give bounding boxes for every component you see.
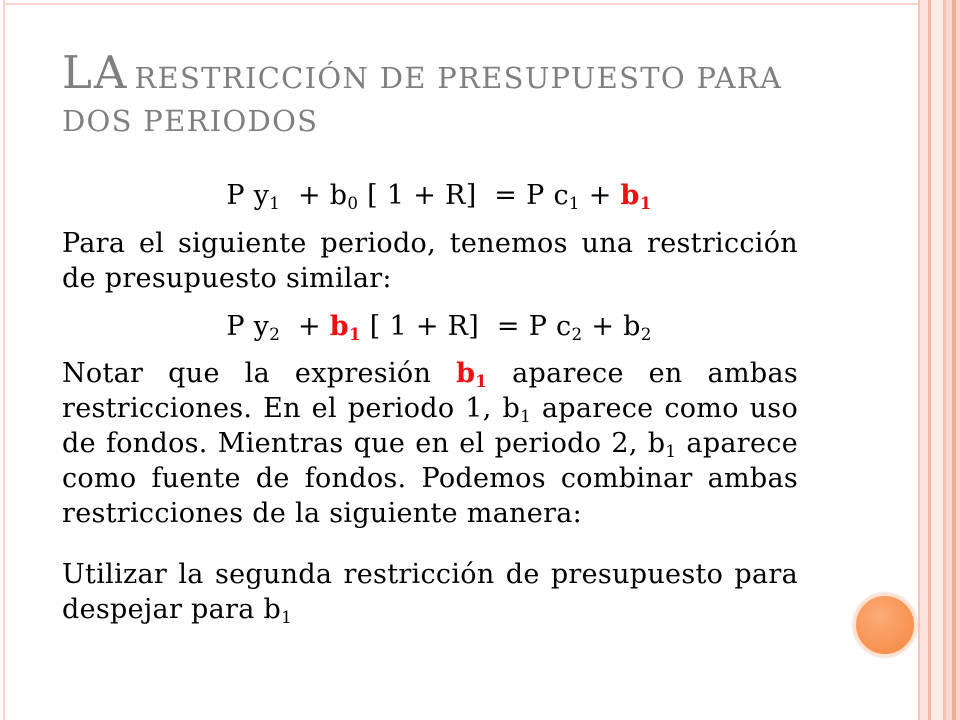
equation-1-highlight-subscript: 1: [639, 193, 652, 214]
equation-1-text-a: P y: [226, 180, 270, 211]
frame-line-top: [3, 3, 918, 5]
equation-1-text-c: [ 1 + R] = P c: [358, 180, 569, 211]
paragraph-1-line-1: Para el siguiente periodo, tenemos una restricción: [62, 228, 798, 259]
equation-1-text-d: +: [579, 180, 621, 211]
paragraph-2: [62, 356, 798, 531]
paragraph-2-line-2-text-a: restricciones. En el periodo 1, b: [62, 393, 521, 424]
paragraph-2-line-1: [62, 356, 798, 391]
decorative-stripes: [918, 0, 960, 720]
paragraph-2-line-4: como fuente de fondos. Podemos combinar ambas: [62, 463, 798, 494]
equation-2-text-d: + b: [582, 311, 641, 342]
equation-1: [62, 178, 798, 213]
equation-2-text-a: P y: [226, 311, 270, 342]
paragraph-2-line-5: restricciones de la siguiente manera:: [62, 498, 583, 529]
equation-2-highlight-b1: [329, 311, 361, 345]
equation-2-highlight-subscript: 1: [348, 324, 361, 345]
paragraph-2-highlight-b1: [456, 358, 488, 392]
paragraph-2-highlight-subscript: 1: [475, 371, 488, 392]
paragraph-2-highlight-base: b: [456, 358, 476, 389]
equation-2-text-b: +: [280, 311, 330, 342]
paragraph-1-line-2: de presupuesto similar:: [62, 263, 392, 294]
decorative-circle: [853, 593, 917, 657]
equation-1-text-b: + b: [280, 180, 348, 211]
paragraph-3-line-2-text: despejar para b: [62, 594, 282, 625]
title-rest: RESTRICCIÓN DE PRESUPUESTO PARA: [134, 61, 783, 95]
paragraph-3-line-2: [62, 592, 798, 627]
paragraph-3-line-2-subscript: 1: [281, 607, 293, 628]
equation-2-subscript-b: 2: [640, 324, 652, 345]
paragraph-2-line-2-text-c: aparece como uso: [531, 393, 798, 424]
paragraph-2-line-3-text-a: de fondos. Mientras que en el periodo 2, b: [62, 428, 666, 459]
paragraph-2-line-2-subscript: 1: [520, 406, 532, 427]
equation-2-highlight-base: b: [329, 311, 349, 342]
paragraph-2-line-3: [62, 426, 798, 461]
title-lead: LA: [62, 46, 129, 99]
equation-1-highlight-base: b: [620, 180, 640, 211]
paragraph-2-line-3-text-c: aparece: [676, 428, 798, 459]
equation-2: [62, 309, 798, 344]
paragraph-1: [62, 226, 798, 296]
equation-1-subscript-b: 0: [347, 193, 359, 214]
equation-2-subscript-c: 2: [571, 324, 583, 345]
equation-2-subscript-y: 2: [269, 324, 281, 345]
frame-line-left: [3, 0, 5, 720]
paragraph-2-line-2: [62, 391, 798, 426]
paragraph-2-line-1-text-a: Notar que la expresión: [62, 358, 457, 389]
equation-2-text-c: [ 1 + R] = P c: [360, 311, 572, 342]
paragraph-2-line-3-subscript: 1: [665, 441, 677, 462]
paragraph-3-line-1: Utilizar la segunda restricción de presupuesto para: [62, 559, 798, 590]
paragraph-3: [62, 557, 798, 627]
title-line-2: DOS PERIODOS: [62, 104, 319, 138]
equation-1-highlight-b1: [620, 180, 652, 214]
paragraph-2-line-1-text-c: aparece en ambas: [487, 358, 798, 389]
title-line-1: [62, 48, 782, 103]
equation-1-subscript-y: 1: [269, 193, 281, 214]
equation-1-subscript-c: 1: [568, 193, 580, 214]
